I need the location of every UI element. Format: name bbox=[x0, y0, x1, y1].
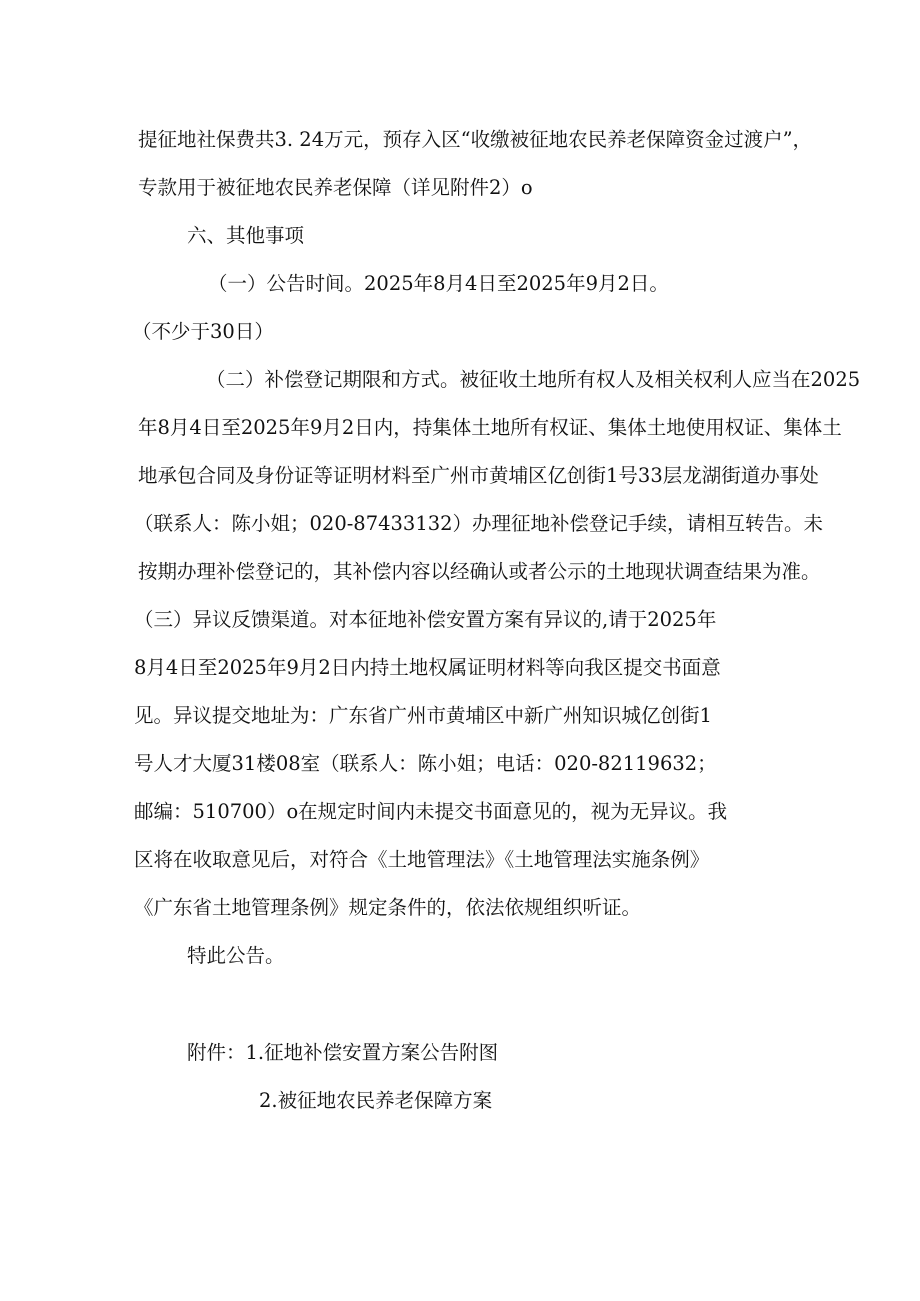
paragraph-line: （联系人：陈小姐；020-87433132）办理征地补偿登记手续，请相互转告。未 bbox=[134, 512, 824, 535]
paragraph-line: 号人才大厦31楼08室（联系人：陈小姐；电话：020-82119632； bbox=[134, 752, 717, 775]
attachment-item: 附件：1.征地补偿安置方案公告附图 bbox=[187, 1041, 499, 1064]
paragraph-line: 邮编：510700）o在规定时间内未提交书面意见的，视为无异议。我 bbox=[134, 800, 728, 823]
paragraph-line: （不少于30日） bbox=[132, 320, 274, 343]
paragraph-line: 见。异议提交地址为：广东省广州市黄埔区中新广州知识城亿创街1 bbox=[134, 704, 712, 727]
paragraph-line: 区将在收取意见后，对符合《土地管理法》《土地管理法实施条例》 bbox=[134, 848, 710, 871]
paragraph-line: 《广东省土地管理条例》规定条件的，依法依规组织听证。 bbox=[134, 896, 642, 919]
paragraph-line: （二）补偿登记期限和方式。被征收土地所有权人及相关权利人应当在2025 bbox=[206, 368, 861, 391]
attachment-item: 2.被征地农民养老保障方案 bbox=[259, 1089, 493, 1112]
paragraph-line: （一）公告时间。2025年8月4日至2025年9月2日。 bbox=[208, 272, 669, 295]
paragraph-line: 专款用于被征地农民养老保障（详见附件2）o bbox=[138, 176, 533, 199]
paragraph-line: 提征地社保费共3. 24万元，预存入区“收缴被征地农民养老保障资金过渡户”， bbox=[138, 128, 813, 151]
paragraph-line: 8月4日至2025年9月2日内持土地权属证明材料等向我区提交书面意 bbox=[134, 656, 721, 679]
paragraph-line: 按期办理补偿登记的，其补偿内容以经确认或者公示的土地现状调查结果为准。 bbox=[138, 560, 821, 583]
closing-line: 特此公告。 bbox=[187, 944, 285, 967]
paragraph-line: 地承包合同及身份证等证明材料至广州市黄埔区亿创街1号33层龙湖街道办事处 bbox=[138, 464, 819, 487]
paragraph-line: 年8月4日至2025年9月2日内，持集体土地所有权证、集体土地使用权证、集体土 bbox=[138, 416, 842, 439]
paragraph-line: （三）异议反馈渠道。对本征地补偿安置方案有异议的,请于2025年 bbox=[134, 608, 717, 631]
section-heading: 六、其他事项 bbox=[187, 224, 305, 247]
